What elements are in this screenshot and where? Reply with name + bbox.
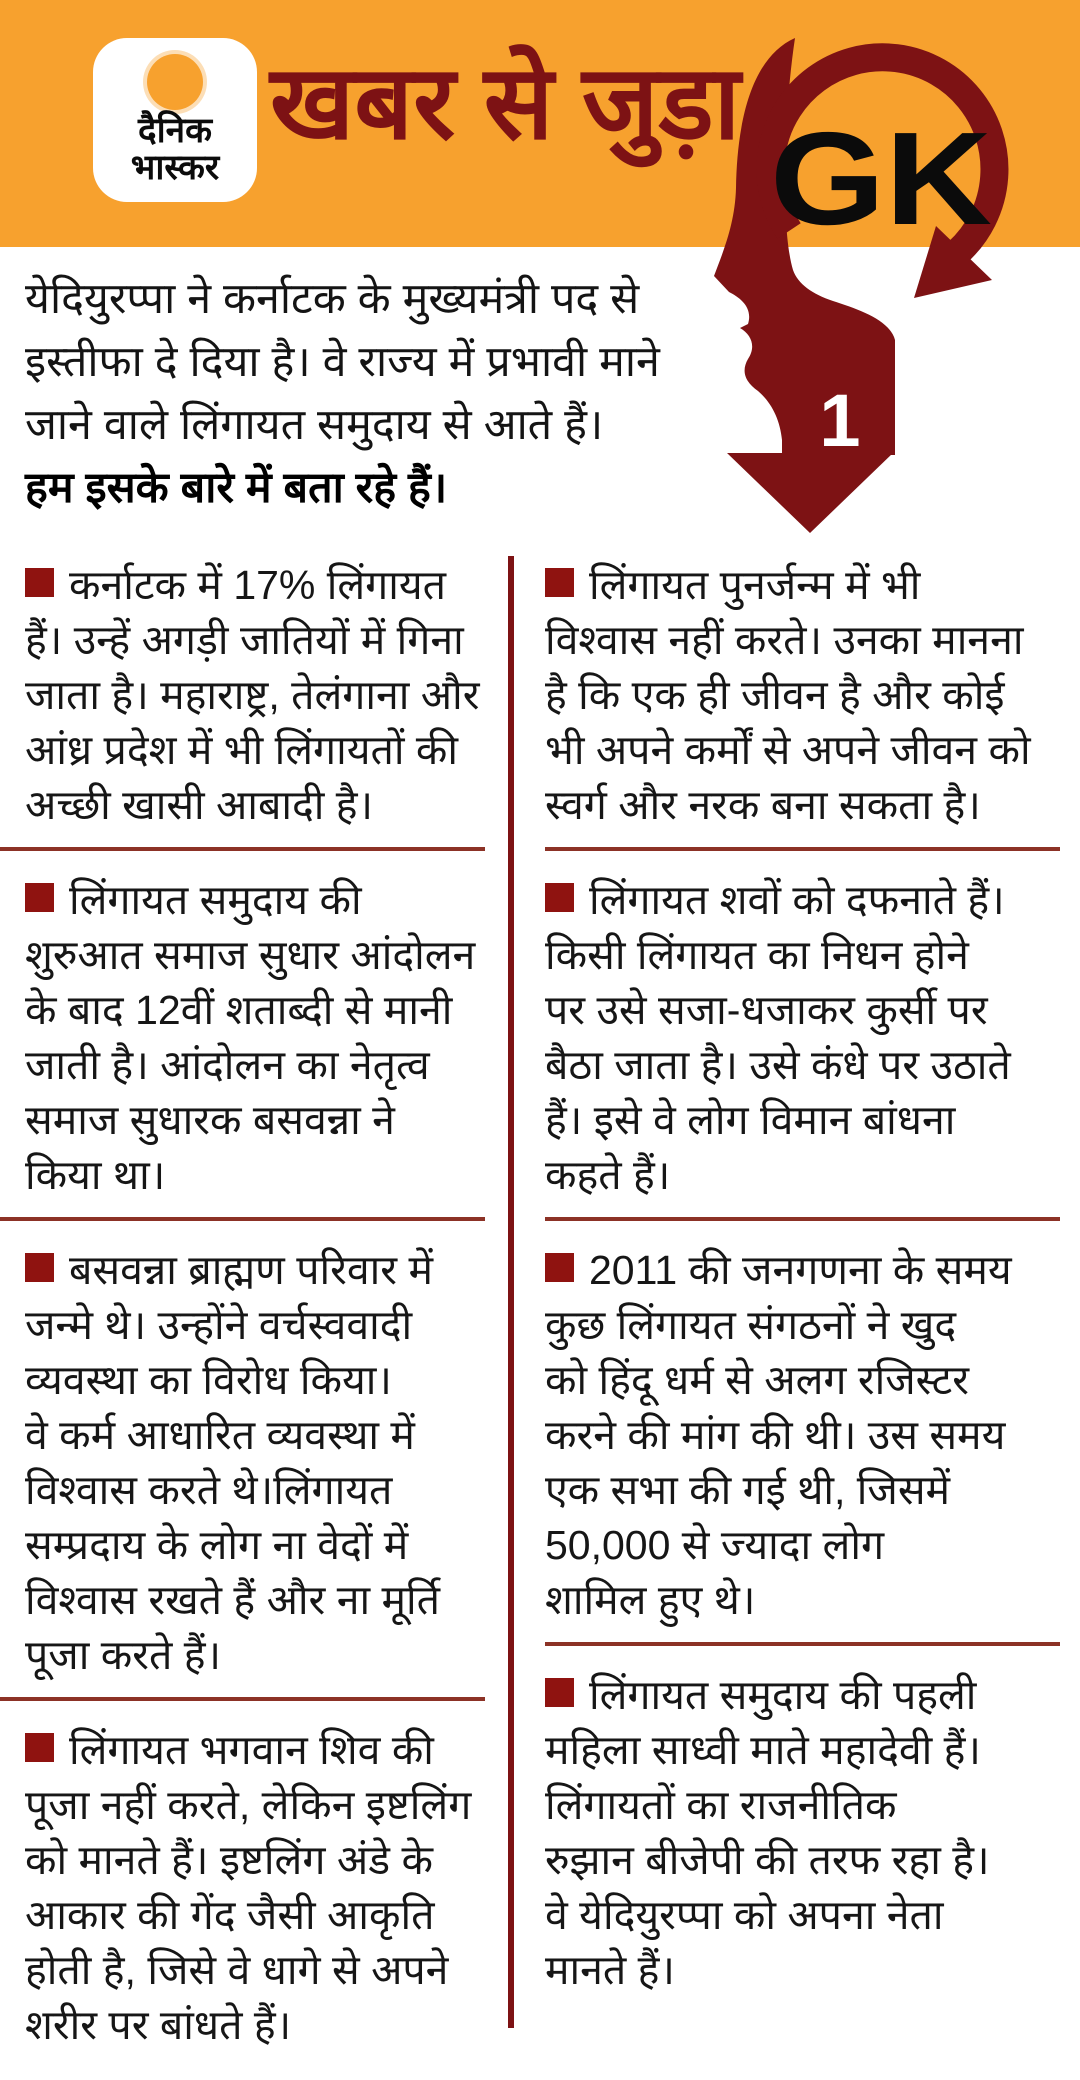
bullet-line: स्वर्ग और नरक बना सकता है। <box>545 782 981 828</box>
bullet-line: व्यवस्था का विरोध किया। <box>25 1357 392 1403</box>
bullet-line: जाती है। आंदोलन का नेतृत्व <box>25 1042 430 1088</box>
gk-head-graphic <box>540 0 1080 560</box>
bullet-line: लिंगायत शवों को दफनाते हैं। <box>589 877 1005 923</box>
column-divider <box>508 556 514 2028</box>
series-number: 1 <box>819 379 861 462</box>
bullet-item <box>545 545 1060 847</box>
bullet-line: वे कर्म आधारित व्यवस्था में <box>25 1412 415 1458</box>
right-column <box>545 545 1060 2012</box>
bullet-line: विश्वास नहीं करते। उनका मानना <box>545 617 1024 663</box>
intro-line: इस्तीफा दे दिया है। वे राज्य में प्रभावी माने <box>25 338 660 386</box>
down-arrow-icon <box>727 453 893 533</box>
bullet-item <box>0 1217 485 1697</box>
bullet-line: लिंगायतों का राजनीतिक <box>545 1782 897 1828</box>
bullet-line: को मानते हैं। इष्टलिंग अंडे के <box>25 1837 433 1883</box>
bullet-line: समाज सुधारक बसवन्ना ने <box>25 1097 395 1143</box>
bullet-line: 2011 की जनगणना के समय <box>589 1247 1012 1293</box>
bullet-line: किया था। <box>25 1152 166 1198</box>
bullet-line: होती है, जिसे वे धागे से अपने <box>25 1947 449 1993</box>
bullet-line: कुछ लिंगायत संगठनों ने खुद <box>545 1302 957 1348</box>
bullet-line: एक सभा की गई थी, जिसमें <box>545 1467 951 1513</box>
bullet-square-icon <box>545 568 574 597</box>
bullet-line: कर्नाटक में 17% लिंगायत <box>69 562 447 608</box>
sun-icon <box>147 54 203 110</box>
bullet-square-icon <box>25 883 54 912</box>
bullet-line: बसवन्ना ब्राह्मण परिवार में <box>69 1247 433 1293</box>
bullet-line: हैं। उन्हें अगड़ी जातियों में गिना <box>25 617 464 663</box>
intro-line: येदियुरप्पा ने कर्नाटक के मुख्यमंत्री पद से <box>25 275 640 323</box>
bullet-line: कहते हैं। <box>545 1152 671 1198</box>
bullet-line: शामिल हुए थे। <box>545 1577 756 1623</box>
bullet-square-icon <box>25 1253 54 1282</box>
bullet-line: सम्प्रदाय के लोग ना वेदों में <box>25 1522 409 1568</box>
bullet-item <box>0 1697 485 2067</box>
bullet-square-icon <box>25 1733 54 1762</box>
brand-name-line2: भास्कर <box>130 148 220 187</box>
brand-name-line1: दैनिक <box>138 111 212 150</box>
bullet-line: किसी लिंगायत का निधन होने <box>545 932 969 978</box>
bullet-square-icon <box>545 1253 574 1282</box>
bullet-item <box>0 847 485 1217</box>
bullet-line: लिंगायत पुनर्जन्म में भी <box>589 562 921 608</box>
bullet-line: पर उसे सजा-धजाकर कुर्सी पर <box>545 987 988 1033</box>
bullet-line: हैं। इसे वे लोग विमान बांधना <box>545 1097 956 1143</box>
intro-line: जाने वाले लिंगायत समुदाय से आते हैं। <box>25 401 604 449</box>
bullet-square-icon <box>545 1678 574 1707</box>
bullet-line: आंध्र प्रदेश में भी लिंगायतों की <box>25 727 459 773</box>
bullet-line: शरीर पर बांधते हैं। <box>25 2002 292 2048</box>
bullet-line: 50,000 से ज्यादा लोग <box>545 1522 885 1568</box>
bullet-line: लिंगायत भगवान शिव की <box>69 1727 434 1773</box>
bullet-line: के बाद 12वीं शताब्दी से मानी <box>25 987 453 1033</box>
bullet-line: जाता है। महाराष्ट्र, तेलंगाना और <box>25 672 480 718</box>
bullet-line: वे येदियुरप्पा को अपना नेता <box>545 1892 944 1938</box>
bullet-line: पूजा नहीं करते, लेकिन इष्टलिंग <box>25 1782 472 1828</box>
bullet-line: लिंगायत समुदाय की पहली <box>589 1672 977 1718</box>
bullet-line: शुरुआत समाज सुधार आंदोलन <box>25 932 476 978</box>
bullet-line: महिला साध्वी माते महादेवी हैं। <box>545 1727 981 1773</box>
intro-bold-line: हम इसके बारे में बता रहे हैं। <box>25 464 448 512</box>
intro-paragraph <box>25 268 660 520</box>
bullet-item <box>545 847 1060 1217</box>
bullet-line: करने की मांग की थी। उस समय <box>545 1412 1006 1458</box>
bullet-line: है कि एक ही जीवन है और कोई <box>545 672 1005 718</box>
bullet-line: आकार की गेंद जैसी आकृति <box>25 1892 435 1938</box>
bullet-line: विश्वास करते थे।लिंगायत <box>25 1467 393 1513</box>
bullet-line: मानते हैं। <box>545 1947 675 1993</box>
bullet-item <box>25 545 485 847</box>
bullet-line: को हिंदू धर्म से अलग रजिस्टर <box>545 1357 970 1403</box>
left-column <box>25 545 485 2067</box>
page-title: खबर से जुड़ा <box>270 45 741 160</box>
bullet-line: जन्मे थे। उन्होंने वर्चस्ववादी <box>25 1302 413 1348</box>
bullet-square-icon <box>25 568 54 597</box>
dainik-bhaskar-logo <box>93 38 257 202</box>
bullet-line: पूजा करते हैं। <box>25 1632 222 1678</box>
bullet-line: रुझान बीजेपी की तरफ रहा है। <box>545 1837 990 1883</box>
bullet-square-icon <box>545 883 574 912</box>
bullet-item <box>545 1217 1060 1642</box>
gk-label: GK <box>770 105 992 252</box>
bullet-line: बैठा जाता है। उसे कंधे पर उठाते <box>545 1042 1011 1088</box>
bullet-line: अच्छी खासी आबादी है। <box>25 782 374 828</box>
bullet-item <box>545 1642 1060 2012</box>
bullet-line: लिंगायत समुदाय की <box>69 877 362 923</box>
bullet-line: विश्वास रखते हैं और ना मूर्ति <box>25 1577 440 1623</box>
bullet-line: भी अपने कर्मों से अपने जीवन को <box>545 727 1031 773</box>
